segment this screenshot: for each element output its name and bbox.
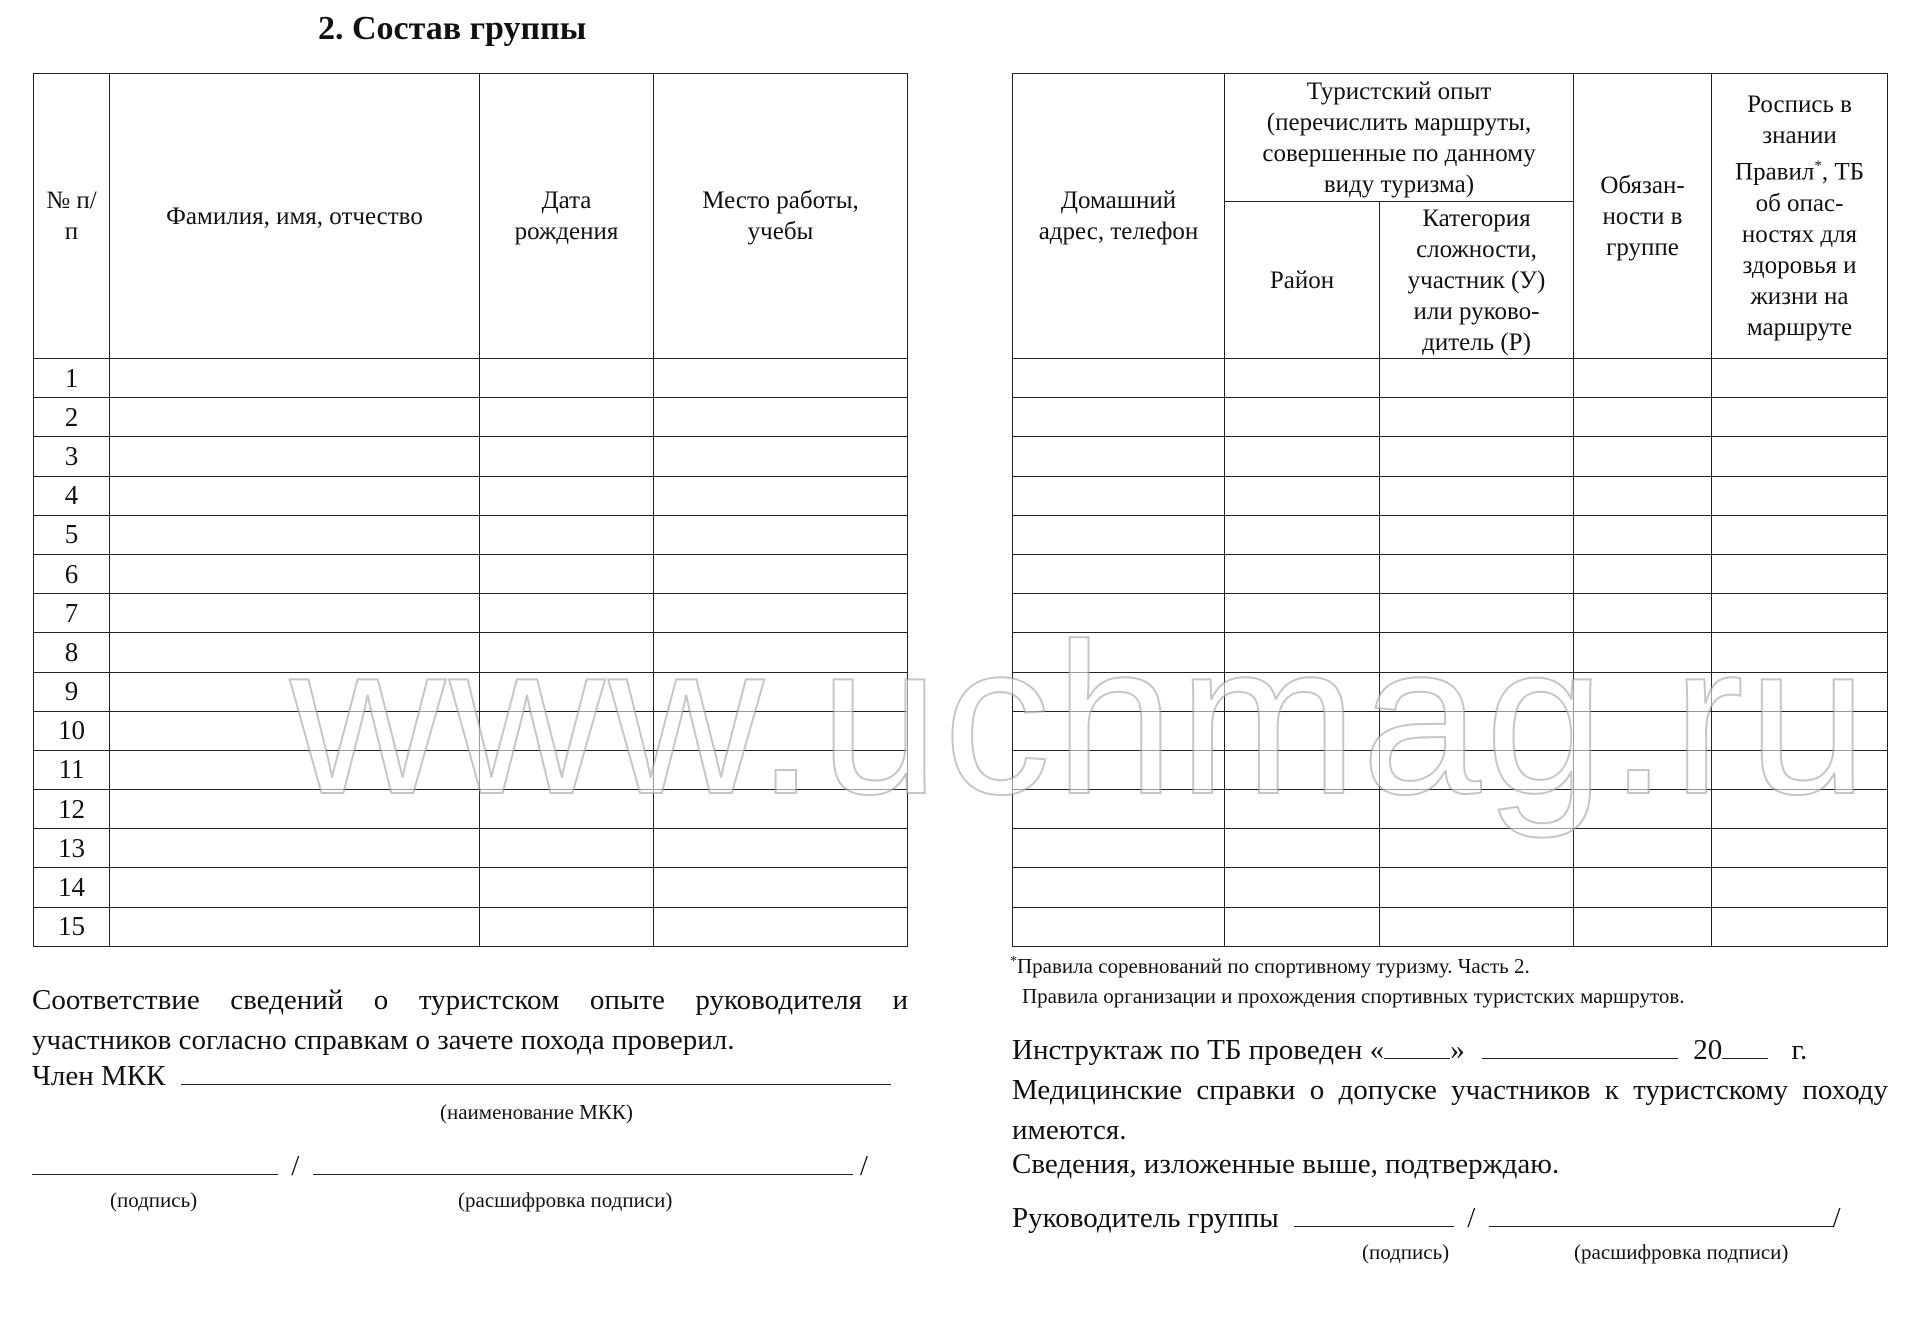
watermark: www.uchmag.ru: [290, 598, 1872, 839]
duties-cell[interactable]: [1574, 868, 1712, 907]
category-cell[interactable]: [1380, 515, 1574, 554]
mkk-member-line: [32, 1058, 891, 1093]
workplace-cell[interactable]: [654, 398, 908, 437]
workplace-cell[interactable]: [654, 868, 908, 907]
workplace-cell[interactable]: [654, 672, 908, 711]
mkk-name-caption: (наименование МКК): [440, 1100, 633, 1124]
row-number: 13: [34, 829, 110, 868]
workplace-cell[interactable]: [654, 907, 908, 946]
address-cell[interactable]: [1013, 359, 1225, 398]
name-cell[interactable]: [110, 868, 480, 907]
header-tourist-experience: Туристский опыт (перечислить маршруты, совершенные по данному виду туризма): [1225, 74, 1574, 202]
briefing-year-prefix: 20: [1693, 1034, 1723, 1066]
row-number: 6: [34, 554, 110, 593]
address-cell[interactable]: [1013, 398, 1225, 437]
region-cell[interactable]: [1225, 829, 1380, 868]
table-row: [34, 554, 908, 593]
address-cell[interactable]: [1013, 711, 1225, 750]
table-row: [1013, 476, 1888, 515]
region-cell[interactable]: [1225, 672, 1380, 711]
header-duties: Обязан-ности в группе: [1574, 74, 1712, 359]
table-row: [34, 907, 908, 946]
group-composition-table: [33, 73, 908, 947]
left-signature-line: [32, 1148, 868, 1183]
region-cell[interactable]: [1225, 633, 1380, 672]
footnote-line-2: Правила организации и прохождения спортивных туристских маршрутов.: [1022, 984, 1685, 1008]
header-rules-signature: [1712, 74, 1888, 359]
table-row: [34, 672, 908, 711]
birth-date-cell[interactable]: [480, 476, 654, 515]
category-cell[interactable]: [1380, 711, 1574, 750]
table-row: [34, 829, 908, 868]
region-cell[interactable]: [1225, 398, 1380, 437]
duties-cell[interactable]: [1574, 829, 1712, 868]
leader-signature-caption: (подпись): [1362, 1240, 1450, 1264]
briefing-quote-close: »: [1450, 1034, 1465, 1066]
address-cell[interactable]: [1013, 829, 1225, 868]
name-cell[interactable]: [110, 711, 480, 750]
footnote-text-1: Правила соревнований по спортивному туризму. Часть 2.: [1017, 954, 1530, 978]
left-signature-caption: (подпись): [110, 1188, 198, 1212]
table-row: [1013, 398, 1888, 437]
birth-date-cell[interactable]: [480, 554, 654, 593]
name-cell[interactable]: [110, 554, 480, 593]
table-row: [34, 790, 908, 829]
leader-decode-caption: (расшифровка подписи): [1574, 1240, 1789, 1264]
birth-date-cell[interactable]: [480, 829, 654, 868]
birth-date-cell[interactable]: [480, 515, 654, 554]
table-row: [34, 437, 908, 476]
workplace-cell[interactable]: [654, 711, 908, 750]
address-cell[interactable]: [1013, 476, 1225, 515]
row-number: 1: [34, 359, 110, 398]
address-cell[interactable]: [1013, 672, 1225, 711]
confirmation-text: Сведения, изложенные выше, подтверждаю.: [1012, 1148, 1560, 1180]
name-cell[interactable]: [110, 398, 480, 437]
briefing-day-field[interactable]: [1384, 1032, 1450, 1059]
address-cell[interactable]: [1013, 790, 1225, 829]
category-cell[interactable]: [1380, 829, 1574, 868]
leader-label: Руководитель группы: [1012, 1202, 1279, 1234]
table-row: [1013, 515, 1888, 554]
row-number: 9: [34, 672, 110, 711]
row-number: 8: [34, 633, 110, 672]
row-number: 4: [34, 476, 110, 515]
duties-cell[interactable]: [1574, 398, 1712, 437]
table-row: [1013, 750, 1888, 789]
name-cell[interactable]: [110, 594, 480, 633]
signature-cell[interactable]: [1712, 633, 1888, 672]
duties-cell[interactable]: [1574, 594, 1712, 633]
region-cell[interactable]: [1225, 868, 1380, 907]
birth-date-cell[interactable]: [480, 672, 654, 711]
header-home-address: Домашний адрес, телефон: [1013, 74, 1225, 359]
briefing-label: Инструктаж по ТБ проведен «: [1012, 1034, 1385, 1066]
table-row: [1013, 790, 1888, 829]
name-cell[interactable]: [110, 907, 480, 946]
duties-cell[interactable]: [1574, 790, 1712, 829]
duties-cell[interactable]: [1574, 633, 1712, 672]
slash: /: [1832, 1202, 1841, 1234]
birth-date-cell[interactable]: [480, 907, 654, 946]
category-cell[interactable]: [1380, 868, 1574, 907]
signature-cell[interactable]: [1712, 711, 1888, 750]
birth-date-cell[interactable]: [480, 359, 654, 398]
row-number: 11: [34, 750, 110, 789]
birth-date-cell[interactable]: [480, 868, 654, 907]
table-row: [34, 868, 908, 907]
table-row: [1013, 554, 1888, 593]
row-number: 3: [34, 437, 110, 476]
table-row: [34, 515, 908, 554]
row-number: 14: [34, 868, 110, 907]
signature-cell[interactable]: [1712, 790, 1888, 829]
row-number: 7: [34, 594, 110, 633]
table-row: [1013, 437, 1888, 476]
signature-cell[interactable]: [1712, 515, 1888, 554]
rules-signature-rest: , ТБ об опас-ностях для здоровья и жизни на маршруте: [1741, 158, 1864, 341]
name-cell[interactable]: [110, 476, 480, 515]
region-cell[interactable]: [1225, 594, 1380, 633]
left-decode-caption: (расшифровка подписи): [458, 1188, 673, 1212]
category-cell[interactable]: [1380, 790, 1574, 829]
table-row: [1013, 829, 1888, 868]
workplace-cell[interactable]: [654, 437, 908, 476]
signature-cell[interactable]: [1712, 672, 1888, 711]
birth-date-cell[interactable]: [480, 398, 654, 437]
slash: /: [1467, 1202, 1476, 1234]
address-cell[interactable]: [1013, 633, 1225, 672]
table-row: [1013, 672, 1888, 711]
name-cell[interactable]: [110, 359, 480, 398]
mkk-member-label: Член МКК: [32, 1060, 166, 1092]
signature-cell[interactable]: [1712, 554, 1888, 593]
duties-cell[interactable]: [1574, 437, 1712, 476]
duties-cell[interactable]: [1574, 476, 1712, 515]
category-cell[interactable]: [1380, 672, 1574, 711]
name-cell[interactable]: [110, 750, 480, 789]
table-row: [1013, 359, 1888, 398]
row-number: 10: [34, 711, 110, 750]
header-workplace: Место работы, учебы: [654, 74, 908, 359]
briefing-month-field[interactable]: [1482, 1032, 1678, 1059]
briefing-line: [1012, 1032, 1807, 1067]
rules-footnote-mark: *: [1814, 158, 1822, 175]
workplace-cell[interactable]: [654, 790, 908, 829]
footnote-line-1: [1010, 954, 1530, 979]
table-row: [1013, 711, 1888, 750]
rules-signature-label: Роспись в знании Правил: [1735, 91, 1852, 186]
signature-cell[interactable]: [1712, 359, 1888, 398]
signature-cell[interactable]: [1712, 437, 1888, 476]
address-cell[interactable]: [1013, 554, 1225, 593]
category-cell[interactable]: [1380, 750, 1574, 789]
address-cell[interactable]: [1013, 515, 1225, 554]
duties-cell[interactable]: [1574, 750, 1712, 789]
name-cell[interactable]: [110, 672, 480, 711]
signature-cell[interactable]: [1712, 868, 1888, 907]
category-cell[interactable]: [1380, 359, 1574, 398]
name-cell[interactable]: [110, 515, 480, 554]
table-row: [1013, 907, 1888, 946]
name-cell[interactable]: [110, 437, 480, 476]
region-cell[interactable]: [1225, 750, 1380, 789]
region-cell[interactable]: [1225, 790, 1380, 829]
category-cell[interactable]: [1380, 476, 1574, 515]
duties-cell[interactable]: [1574, 711, 1712, 750]
address-cell[interactable]: [1013, 868, 1225, 907]
signature-cell[interactable]: [1712, 476, 1888, 515]
address-cell[interactable]: [1013, 907, 1225, 946]
duties-cell[interactable]: [1574, 554, 1712, 593]
category-cell[interactable]: [1380, 633, 1574, 672]
duties-cell[interactable]: [1574, 672, 1712, 711]
name-cell[interactable]: [110, 790, 480, 829]
left-signature-field[interactable]: [32, 1148, 278, 1175]
mkk-name-field[interactable]: [181, 1058, 891, 1085]
address-cell[interactable]: [1013, 437, 1225, 476]
birth-date-cell[interactable]: [480, 437, 654, 476]
region-cell[interactable]: [1225, 515, 1380, 554]
table-row: [1013, 594, 1888, 633]
footnote-mark: *: [1010, 954, 1017, 969]
region-cell[interactable]: [1225, 711, 1380, 750]
workplace-cell[interactable]: [654, 633, 908, 672]
table-row: [1013, 868, 1888, 907]
experience-verification-text: Соответствие сведений о туристском опыте руководителя и участников согласно справкам о зачете похода проверил.: [32, 984, 908, 1056]
row-number: 5: [34, 515, 110, 554]
page-title: 2. Состав группы: [318, 10, 587, 47]
leader-signature-line: [1012, 1200, 1841, 1235]
duties-cell[interactable]: [1574, 515, 1712, 554]
briefing-year-suffix: г.: [1791, 1034, 1808, 1066]
table-row: [34, 476, 908, 515]
slash: /: [859, 1150, 868, 1182]
tourist-experience-table: [1012, 73, 1888, 947]
signature-cell[interactable]: [1712, 829, 1888, 868]
table-row: [34, 594, 908, 633]
region-cell[interactable]: [1225, 476, 1380, 515]
briefing-year-field[interactable]: [1722, 1032, 1768, 1059]
category-cell[interactable]: [1380, 437, 1574, 476]
birth-date-cell[interactable]: [480, 711, 654, 750]
birth-date-cell[interactable]: [480, 594, 654, 633]
signature-cell[interactable]: [1712, 750, 1888, 789]
workplace-cell[interactable]: [654, 554, 908, 593]
leader-signature-field[interactable]: [1294, 1200, 1454, 1227]
workplace-cell[interactable]: [654, 750, 908, 789]
table-row: [1013, 633, 1888, 672]
birth-date-cell[interactable]: [480, 750, 654, 789]
table-row: [34, 711, 908, 750]
left-signature-decode-field[interactable]: [313, 1148, 853, 1175]
workplace-cell[interactable]: [654, 594, 908, 633]
region-cell[interactable]: [1225, 907, 1380, 946]
signature-cell[interactable]: [1712, 907, 1888, 946]
table-row: [34, 750, 908, 789]
duties-cell[interactable]: [1574, 907, 1712, 946]
table-row: [34, 359, 908, 398]
slash: /: [291, 1150, 300, 1182]
medical-certificates-text: Медицинские справки о допуске участников к туристскому походу имеются.: [1012, 1074, 1888, 1146]
workplace-cell[interactable]: [654, 359, 908, 398]
birth-date-cell[interactable]: [480, 790, 654, 829]
category-cell[interactable]: [1380, 398, 1574, 437]
header-birth-date: Дата рождения: [480, 74, 654, 359]
row-number: 15: [34, 907, 110, 946]
table-row: [34, 398, 908, 437]
name-cell[interactable]: [110, 633, 480, 672]
region-cell[interactable]: [1225, 437, 1380, 476]
duties-cell[interactable]: [1574, 359, 1712, 398]
workplace-cell[interactable]: [654, 829, 908, 868]
row-number: 2: [34, 398, 110, 437]
header-number: № п/п: [34, 74, 110, 359]
row-number: 12: [34, 790, 110, 829]
header-region: Район: [1225, 202, 1380, 359]
region-cell[interactable]: [1225, 359, 1380, 398]
category-cell[interactable]: [1380, 594, 1574, 633]
header-full-name: Фамилия, имя, отчество: [110, 74, 480, 359]
birth-date-cell[interactable]: [480, 633, 654, 672]
header-difficulty-category: Категория сложности, участник (У) или руково-дитель (Р): [1380, 202, 1574, 359]
address-cell[interactable]: [1013, 750, 1225, 789]
region-cell[interactable]: [1225, 554, 1380, 593]
leader-signature-decode-field[interactable]: [1489, 1200, 1833, 1227]
table-row: [34, 633, 908, 672]
category-cell[interactable]: [1380, 907, 1574, 946]
signature-cell[interactable]: [1712, 398, 1888, 437]
address-cell[interactable]: [1013, 594, 1225, 633]
workplace-cell[interactable]: [654, 515, 908, 554]
workplace-cell[interactable]: [654, 476, 908, 515]
name-cell[interactable]: [110, 829, 480, 868]
signature-cell[interactable]: [1712, 594, 1888, 633]
category-cell[interactable]: [1380, 554, 1574, 593]
